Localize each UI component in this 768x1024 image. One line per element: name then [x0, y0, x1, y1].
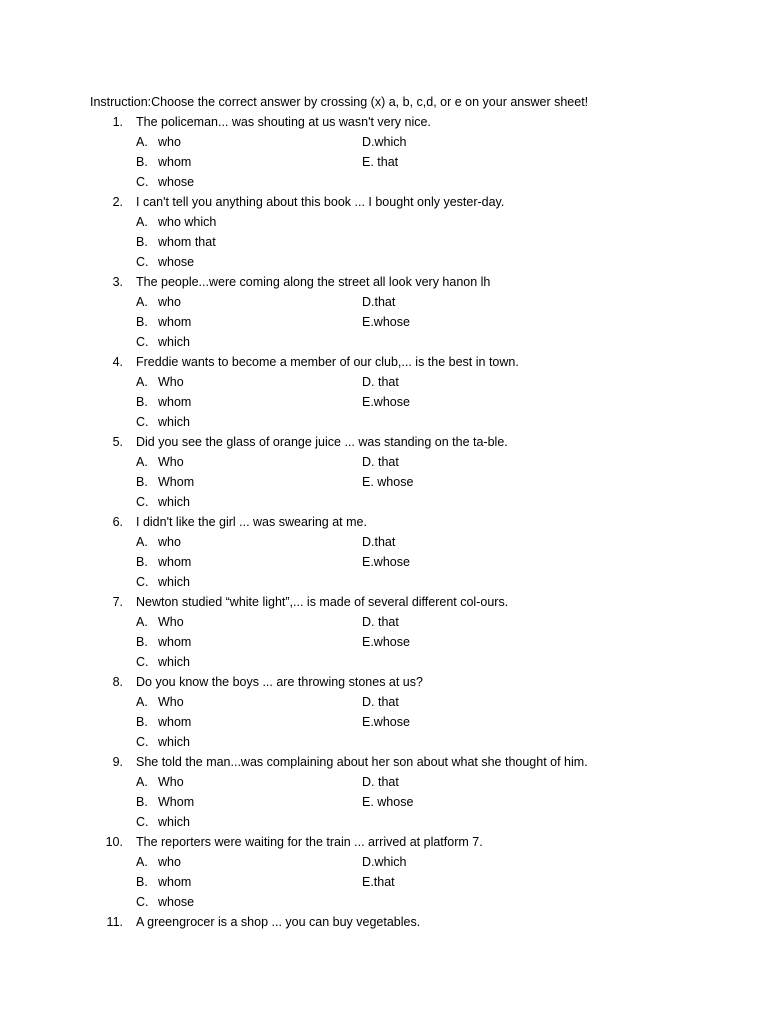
- option-choice-right: E.whose: [362, 555, 410, 569]
- question-text: I didn't like the girl ... was swearing at me.: [136, 515, 367, 529]
- question: [0, 272, 768, 292]
- option-letter: A.: [136, 455, 148, 469]
- option-choice: who: [158, 135, 181, 149]
- option-row: [0, 292, 768, 312]
- question-text: Did you see the glass of orange juice ... was standing on the ta-ble.: [136, 435, 508, 449]
- question-number: 11.: [106, 915, 123, 929]
- option-row: [0, 872, 768, 892]
- option-letter: B.: [136, 715, 148, 729]
- option-choice: which: [158, 655, 190, 669]
- option-choice-right: D. that: [362, 375, 399, 389]
- option-choice-right: D. that: [362, 455, 399, 469]
- option-row: [0, 372, 768, 392]
- option-choice: Who: [158, 775, 184, 789]
- option-choice: whose: [158, 255, 195, 269]
- option-row: [0, 732, 768, 752]
- option-letter: B.: [136, 395, 148, 409]
- option-row: [0, 332, 768, 352]
- option-choice: Whom: [158, 475, 195, 489]
- question-number: 1.: [112, 115, 123, 129]
- question: [0, 512, 768, 532]
- option-letter: C.: [136, 255, 149, 269]
- option-choice: whom: [158, 715, 192, 729]
- option-row: [0, 612, 768, 632]
- option-choice-right: E.whose: [362, 395, 410, 409]
- option-choice-right: D.that: [362, 295, 396, 309]
- option-row: [0, 692, 768, 712]
- option-choice-right: D.that: [362, 535, 396, 549]
- option-letter: A.: [136, 615, 148, 629]
- option-letter: A.: [136, 775, 148, 789]
- option-choice: Who: [158, 615, 184, 629]
- question: [0, 352, 768, 372]
- question-text: I can't tell you anything about this book ... I bought only yester-day.: [136, 195, 505, 209]
- option-choice: whom: [158, 635, 192, 649]
- question: [0, 752, 768, 772]
- option-choice: which: [158, 815, 190, 829]
- option-choice-right: E. whose: [362, 475, 414, 489]
- option-choice: which: [158, 495, 190, 509]
- option-choice: whom: [158, 395, 192, 409]
- question-text: A greengrocer is a shop ... you can buy vegetables.: [136, 915, 421, 929]
- option-choice-right: E.whose: [362, 315, 410, 329]
- option-choice: which: [158, 335, 190, 349]
- option-row: [0, 812, 768, 832]
- option-letter: C.: [136, 735, 149, 749]
- option-choice: which: [158, 415, 190, 429]
- question-number: 7.: [112, 595, 123, 609]
- instruction-text: Instruction:Choose the correct answer by crossing (x) a, b, c,d, or e on your answer sheet!: [90, 95, 589, 109]
- option-row: [0, 552, 768, 572]
- option-row: [0, 892, 768, 912]
- question-number: 5.: [112, 435, 123, 449]
- option-choice: Who: [158, 695, 184, 709]
- option-letter: B.: [136, 315, 148, 329]
- option-row: [0, 152, 768, 172]
- option-row: [0, 452, 768, 472]
- question: [0, 192, 768, 212]
- question-number: 6.: [112, 515, 123, 529]
- question: [0, 592, 768, 612]
- option-choice-right: D. that: [362, 615, 399, 629]
- option-row: [0, 772, 768, 792]
- option-row: [0, 712, 768, 732]
- option-letter: A.: [136, 695, 148, 709]
- option-choice-right: E.whose: [362, 715, 410, 729]
- option-letter: A.: [136, 375, 148, 389]
- option-row: [0, 492, 768, 512]
- option-row: [0, 312, 768, 332]
- question: [0, 832, 768, 852]
- option-choice-right: E.that: [362, 875, 395, 889]
- question-text: Newton studied “white light”,... is made of several different col-ours.: [136, 595, 509, 609]
- question-list: [0, 112, 768, 932]
- option-row: [0, 132, 768, 152]
- option-row: [0, 632, 768, 652]
- option-letter: B.: [136, 155, 148, 169]
- question-text: The reporters were waiting for the train ... arrived at platform 7.: [136, 835, 483, 849]
- question-number: 8.: [112, 675, 123, 689]
- option-row: [0, 172, 768, 192]
- question-text: The policeman... was shouting at us wasn't very nice.: [136, 115, 431, 129]
- question-number: 9.: [112, 755, 123, 769]
- question-number: 4.: [112, 355, 123, 369]
- option-row: [0, 652, 768, 672]
- option-choice-right: D. that: [362, 695, 399, 709]
- option-row: [0, 252, 768, 272]
- option-choice: whom: [158, 315, 192, 329]
- question-text: Do you know the boys ... are throwing stones at us?: [136, 675, 423, 689]
- option-letter: A.: [136, 295, 148, 309]
- option-letter: A.: [136, 135, 148, 149]
- question-text: She told the man...was complaining about her son about what she thought of him.: [136, 755, 588, 769]
- option-letter: C.: [136, 655, 149, 669]
- option-row: [0, 392, 768, 412]
- option-choice-right: D.which: [362, 855, 407, 869]
- option-choice: which: [158, 735, 190, 749]
- option-letter: B.: [136, 475, 148, 489]
- option-choice: who: [158, 535, 181, 549]
- option-letter: A.: [136, 535, 148, 549]
- option-letter: B.: [136, 555, 148, 569]
- option-choice-right: D. that: [362, 775, 399, 789]
- option-choice: whom that: [158, 235, 216, 249]
- question: [0, 912, 768, 932]
- option-letter: C.: [136, 815, 149, 829]
- option-letter: C.: [136, 175, 149, 189]
- question: [0, 112, 768, 132]
- question-number: 10.: [105, 835, 123, 849]
- option-choice: Who: [158, 455, 184, 469]
- option-row: [0, 792, 768, 812]
- option-letter: C.: [136, 415, 149, 429]
- option-row: [0, 852, 768, 872]
- option-choice: who: [158, 295, 181, 309]
- option-choice-right: E. whose: [362, 795, 414, 809]
- option-row: [0, 232, 768, 252]
- question-number: 3.: [112, 275, 123, 289]
- option-row: [0, 212, 768, 232]
- option-letter: B.: [136, 875, 148, 889]
- option-letter: B.: [136, 635, 148, 649]
- option-choice: who: [158, 855, 181, 869]
- question: [0, 672, 768, 692]
- question: [0, 432, 768, 452]
- option-letter: A.: [136, 215, 148, 229]
- option-choice: whose: [158, 175, 195, 189]
- option-choice-right: D.which: [362, 135, 407, 149]
- option-letter: B.: [136, 235, 148, 249]
- option-choice: whom: [158, 155, 192, 169]
- option-choice-right: E. that: [362, 155, 399, 169]
- option-row: [0, 572, 768, 592]
- option-choice: whom: [158, 875, 192, 889]
- option-choice: whom: [158, 555, 192, 569]
- option-choice: Who: [158, 375, 184, 389]
- question-text: The people...were coming along the street all look very hanon lh: [136, 275, 491, 289]
- option-choice: who which: [158, 215, 217, 229]
- option-letter: C.: [136, 895, 149, 909]
- option-choice: which: [158, 575, 190, 589]
- option-row: [0, 472, 768, 492]
- option-choice-right: E.whose: [362, 635, 410, 649]
- question-text: Freddie wants to become a member of our club,... is the best in town.: [136, 355, 519, 369]
- option-letter: A.: [136, 855, 148, 869]
- question-number: 2.: [112, 195, 123, 209]
- option-letter: B.: [136, 795, 148, 809]
- option-letter: C.: [136, 335, 149, 349]
- option-row: [0, 532, 768, 552]
- option-row: [0, 412, 768, 432]
- option-choice: whose: [158, 895, 195, 909]
- option-choice: Whom: [158, 795, 195, 809]
- option-letter: C.: [136, 575, 149, 589]
- option-letter: C.: [136, 495, 149, 509]
